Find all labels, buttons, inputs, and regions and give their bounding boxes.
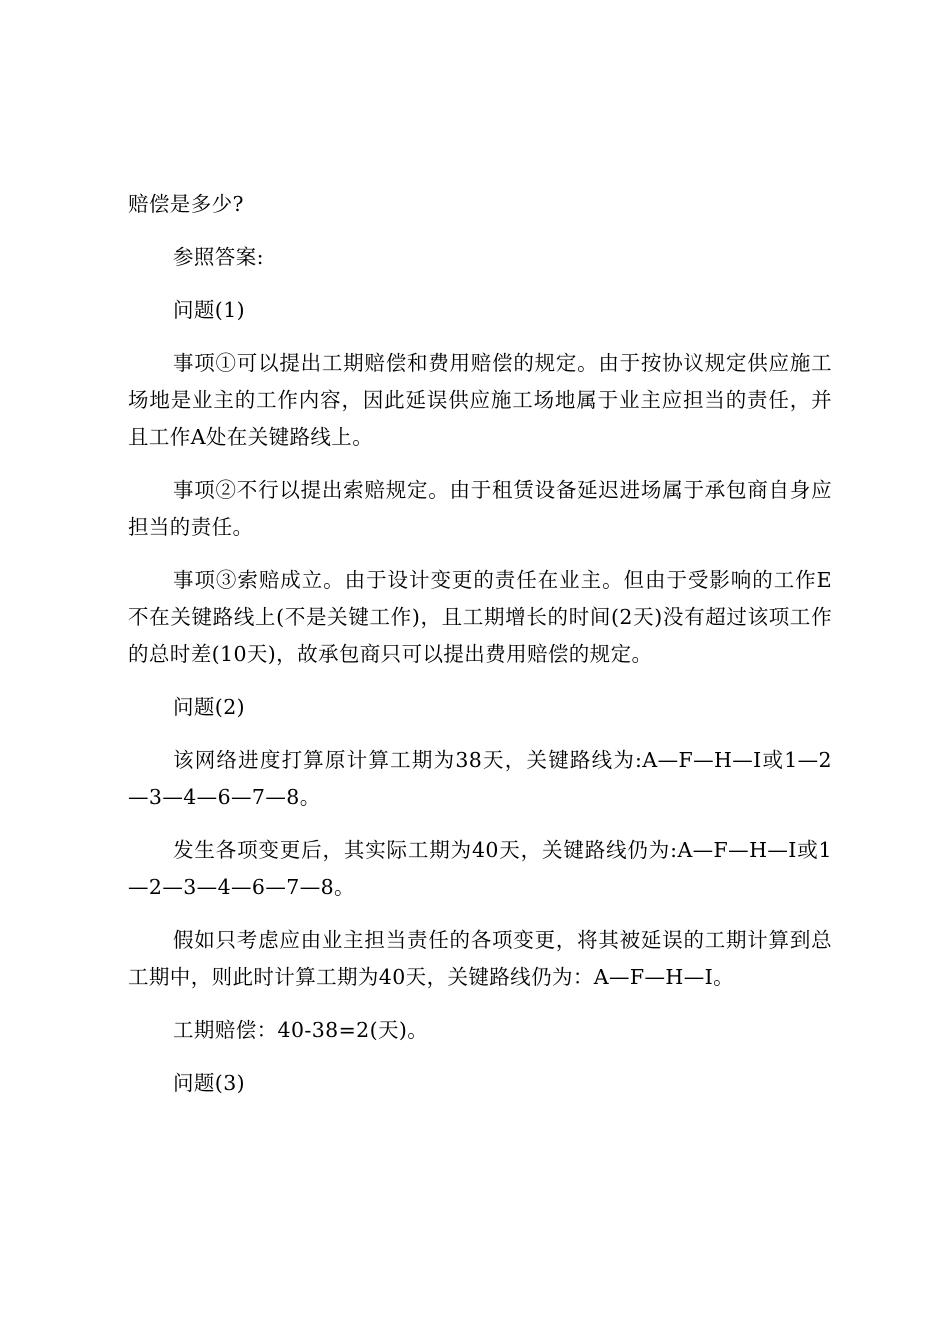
item-3-paragraph: 事项③索赔成立。由于设计变更的责任在业主。但由于受影响的工作E不在关键路线上(不是关键工作)，且工期增长的时间(2天)没有超过该项工作的总时差(10天)，故承包商只可以提出费用赔偿的规定。 (128, 568, 832, 666)
document-page (128, 186, 832, 1118)
question-3-heading: 问题(3) (173, 1071, 246, 1095)
schedule-compensation-paragraph: 工期赔偿：40-38=2(天)。 (173, 1018, 429, 1042)
item-1-paragraph: 事项①可以提出工期赔偿和费用赔偿的规定。由于按协议规定供应施工场地是业主的工作内容，因此延误供应施工场地属于业主应担当的责任，并且工作A处在关键路线上。 (128, 351, 832, 449)
item-2-paragraph: 事项②不行以提出索赔规定。由于租赁设备延迟进场属于承包商自身应担当的责任。 (128, 478, 832, 539)
owner-responsibility-paragraph: 假如只考虑应由业主担当责任的各项变更，将其被延误的工期计算到总工期中，则此时计算工期为40天，关键路线仍为：A—F—H—I。 (128, 928, 832, 989)
question-2-heading: 问题(2) (173, 695, 246, 719)
question-1-heading: 问题(1) (173, 298, 246, 322)
paragraph-continuation: 赔偿是多少? (128, 192, 244, 216)
original-schedule-paragraph: 该网络进度打算原计算工期为38天，关键路线为:A—F—H—I或1—2—3—4—6—7—8。 (128, 748, 832, 809)
actual-schedule-paragraph: 发生各项变更后，其实际工期为40天，关键路线仍为:A—F—H—I或1—2—3—4—6—7—8。 (128, 838, 832, 899)
reference-answer-heading: 参照答案: (173, 245, 264, 269)
